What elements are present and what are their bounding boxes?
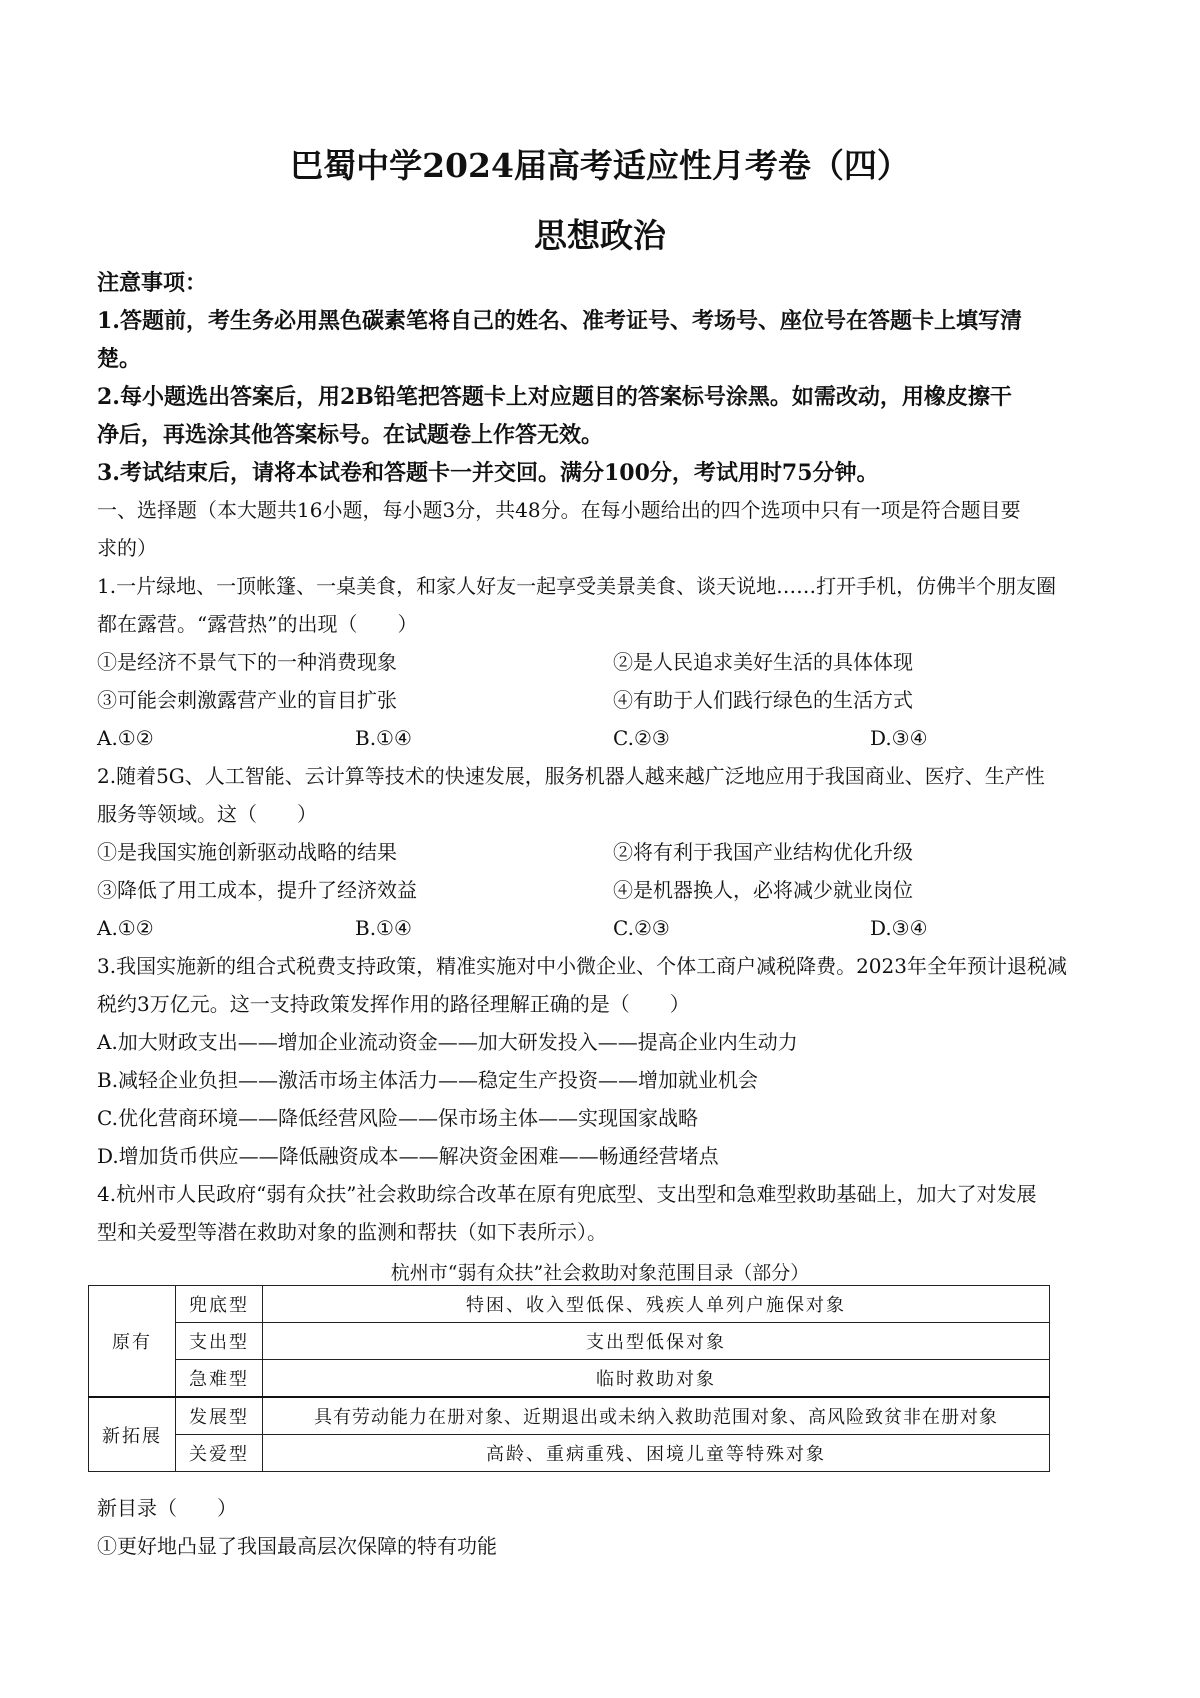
q4-statement-1: ①更好地凸显了我国最高层次保障的特有功能 — [97, 1534, 497, 1558]
relief-table — [88, 1285, 1050, 1472]
q2-option-a: A.①② — [97, 916, 154, 940]
q4-stem: 4.杭州市人民政府“弱有众扶”社会救助综合改革在原有兜底型、支出型和急难型救助基础上，加大了对发展 — [97, 1182, 1037, 1206]
q3-stem-cont: 税约3万亿元。这一支持政策发挥作用的路径理解正确的是（ ） — [97, 992, 690, 1016]
q3-option-b: B.减轻企业负担——激活市场主体活力——稳定生产投资——增加就业机会 — [97, 1068, 759, 1092]
type-cell: 发展型 — [176, 1397, 263, 1435]
notice-line-2: 楚。 — [97, 346, 142, 372]
q1-option-c: C.②③ — [613, 726, 670, 750]
scope-cell: 临时救助对象 — [263, 1360, 1050, 1398]
notice-line-5: 3.考试结束后，请将本试卷和答题卡一并交回。满分100分，考试用时75分钟。 — [97, 460, 879, 486]
q1-statement-3: ③可能会刺激露营产业的盲目扩张 — [97, 688, 397, 712]
q4-stem-cont: 型和关爱型等潜在救助对象的监测和帮扶（如下表所示）。 — [97, 1220, 607, 1244]
table-row — [89, 1323, 1050, 1360]
q2-statement-4: ④是机器换人，必将减少就业岗位 — [613, 878, 913, 902]
q2-option-b: B.①④ — [355, 916, 412, 940]
scope-cell: 具有劳动能力在册对象、近期退出或未纳入救助范围对象、高风险致贫非在册对象 — [263, 1397, 1050, 1435]
q2-statement-1: ①是我国实施创新驱动战略的结果 — [97, 840, 397, 864]
section-heading: 一、选择题（本大题共16小题，每小题3分，共48分。在每小题给出的四个选项中只有一项是符合题目要 — [97, 498, 1021, 522]
q3-option-a: A.加大财政支出——增加企业流动资金——加大研发投入——提高企业内生动力 — [97, 1030, 798, 1054]
q1-statement-2: ②是人民追求美好生活的具体体现 — [613, 650, 913, 674]
table-row — [89, 1435, 1050, 1472]
scope-cell: 高龄、重病重残、困境儿童等特殊对象 — [263, 1435, 1050, 1472]
table-row — [89, 1360, 1050, 1398]
type-cell: 支出型 — [176, 1323, 263, 1360]
scope-cell: 支出型低保对象 — [263, 1323, 1050, 1360]
notice-line-3: 2.每小题选出答案后，用2B铅笔把答题卡上对应题目的答案标号涂黑。如需改动，用橡皮擦干 — [97, 384, 1012, 410]
q2-option-c: C.②③ — [613, 916, 670, 940]
q1-stem-cont: 都在露营。“露营热”的出现（ ） — [97, 612, 418, 636]
q1-option-d: D.③④ — [870, 726, 928, 750]
exam-subject: 思想政治 — [534, 216, 666, 255]
type-cell: 兜底型 — [176, 1286, 263, 1323]
q2-option-d: D.③④ — [870, 916, 928, 940]
q3-stem: 3.我国实施新的组合式税费支持政策，精准实施对中小微企业、个体工商户减税降费。2023年全年预计退税减 — [97, 954, 1067, 978]
section-heading-cont: 求的） — [97, 536, 157, 560]
table-row — [89, 1286, 1050, 1323]
notice-heading: 注意事项： — [97, 270, 208, 296]
q1-statement-1: ①是经济不景气下的一种消费现象 — [97, 650, 397, 674]
exam-title: 巴蜀中学2024届高考适应性月考卷（四） — [290, 146, 910, 185]
table-row — [89, 1397, 1050, 1435]
group-label-new: 新拓展 — [89, 1397, 176, 1472]
q3-option-c: C.优化营商环境——降低经营风险——保市场主体——实现国家战略 — [97, 1106, 698, 1130]
notice-line-1: 1.答题前，考生务必用黑色碳素笔将自己的姓名、准考证号、考场号、座位号在答题卡上填写清 — [97, 308, 1022, 334]
notice-line-4: 净后，再选涂其他答案标号。在试题卷上作答无效。 — [97, 422, 604, 448]
group-label-original: 原有 — [89, 1286, 176, 1398]
type-cell: 关爱型 — [176, 1435, 263, 1472]
scope-cell: 特困、收入型低保、残疾人单列户施保对象 — [263, 1286, 1050, 1323]
q3-option-d: D.增加货币供应——降低融资成本——解决资金困难——畅通经营堵点 — [97, 1144, 719, 1168]
table-caption: 杭州市“弱有众扶”社会救助对象范围目录（部分） — [390, 1262, 810, 1284]
q1-option-b: B.①④ — [355, 726, 412, 750]
q1-option-a: A.①② — [97, 726, 154, 750]
q2-statement-2: ②将有利于我国产业结构优化升级 — [613, 840, 913, 864]
q4-stem-question: 新目录（ ） — [97, 1496, 237, 1520]
q2-stem-cont: 服务等领域。这（ ） — [97, 802, 317, 826]
type-cell: 急难型 — [176, 1360, 263, 1398]
q1-statement-4: ④有助于人们践行绿色的生活方式 — [613, 688, 913, 712]
q2-statement-3: ③降低了用工成本，提升了经济效益 — [97, 878, 417, 902]
q1-stem: 1.一片绿地、一顶帐篷、一桌美食，和家人好友一起享受美景美食、谈天说地……打开手机，仿佛半个朋友圈 — [97, 574, 1057, 598]
q2-stem: 2.随着5G、人工智能、云计算等技术的快速发展，服务机器人越来越广泛地应用于我国商业、医疗、生产性 — [97, 764, 1045, 788]
